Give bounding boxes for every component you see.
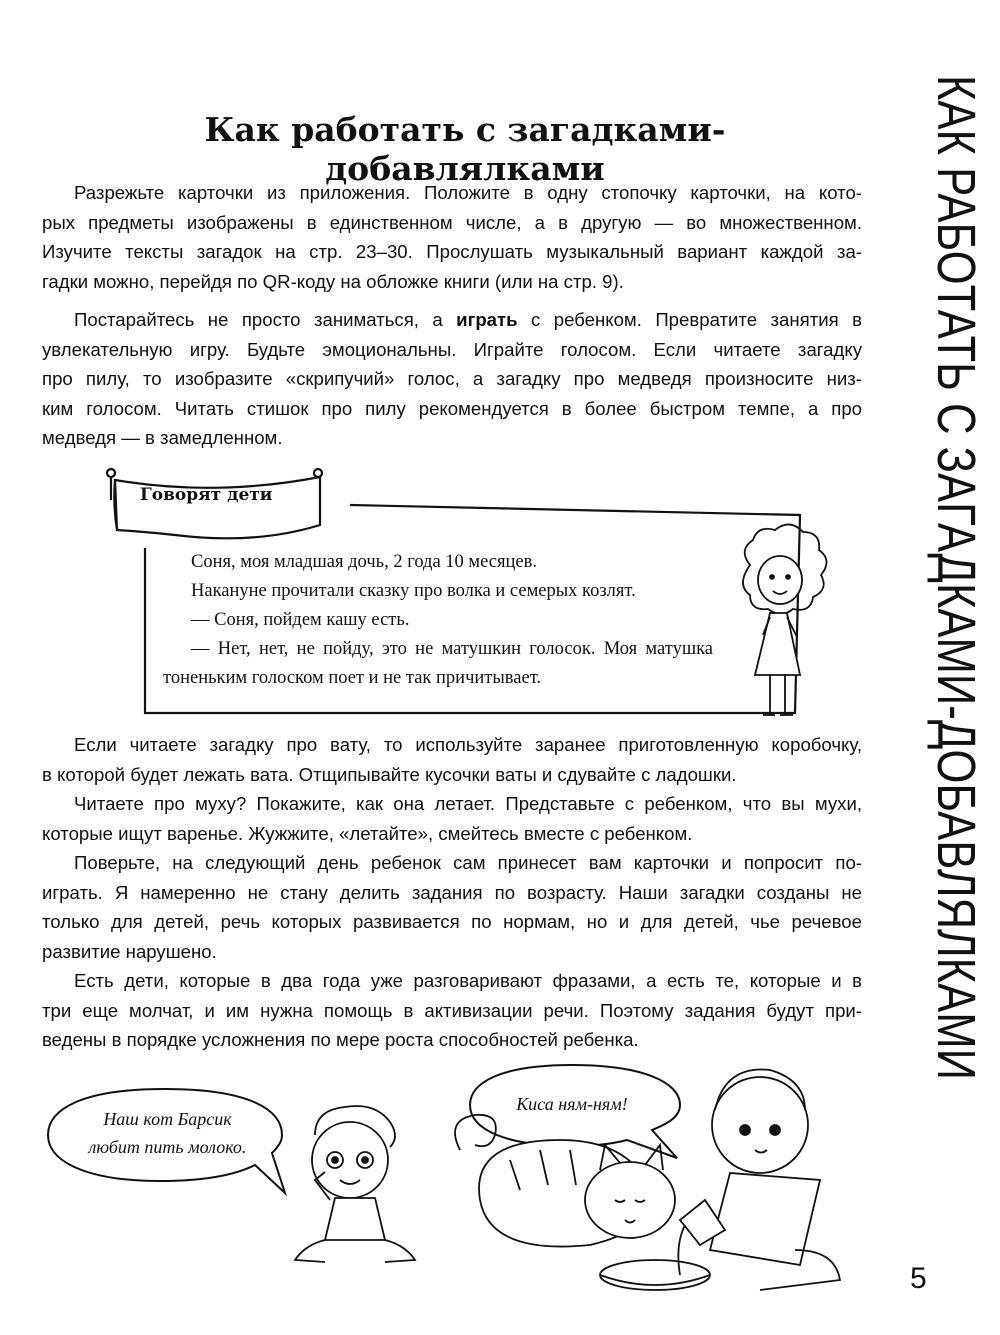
p3-line: Читаете про муху? Покажите, как она летает. Представьте с ребенком, что вы мухи,	[74, 793, 862, 814]
p3-line: играть. Я намеренно не стану делить задания по возрасту. Наши загадки созданы не	[42, 881, 862, 903]
p3-line: Если читаете загадку про вату, то используйте заранее приготовленную коробочку,	[74, 734, 862, 755]
page-number: 5	[910, 1262, 927, 1295]
card-label: Говорят дети	[140, 485, 273, 505]
p2-line	[42, 305, 862, 335]
card-line: Соня, моя младшая дочь, 2 года 10 месяцев.	[191, 552, 537, 572]
p1-line: Разрежьте карточки из приложения. Положите в одну стопочку карточки, на кото-	[74, 182, 862, 203]
p2-line: медведя — в замедленном.	[42, 427, 283, 448]
side-title-text: КАК РАБОТАТЬ С ЗАГАДКАМИ-ДОБАВЛЯЛКАМИ	[926, 75, 986, 1318]
p3-line: только для детей, речь которых развивается по нормам, но и для детей, чье речевое	[42, 911, 862, 932]
speech-bubble-1	[40, 1085, 290, 1195]
play-paragraph	[42, 305, 862, 453]
side-title-svg	[860, 75, 986, 1318]
p3-line: развитие нарушено.	[42, 940, 217, 962]
p2-line: про пилу, то изобразите «скрипучий» голос, а загадку про медведя произносите низ-	[42, 368, 862, 389]
card-quote	[163, 548, 713, 693]
p1-line: Изучите тексты загадок на стр. 23–30. Прослушать музыкальный вариант каждой за-	[42, 241, 862, 262]
p3-line: три еще молчат, и им нужна помощь в активизации речи. Поэтому задания будут при-	[42, 999, 862, 1021]
side-running-title	[860, 75, 986, 1318]
p2-text: Постарайтесь не просто заниматься, а	[74, 309, 457, 330]
girl-illustration	[725, 525, 835, 725]
p1-line: гадки можно, перейдя по QR-коду на обложке книги (или на стр. 9).	[42, 270, 624, 292]
bubble-text-2: Киса ням-ням!	[516, 1094, 628, 1114]
p2-text: с ребенком. Превратите занятия в	[517, 309, 862, 330]
p2-bold-word: играть	[456, 309, 518, 330]
card-line: Накануне прочитали сказку про волка и семерых козлят.	[191, 581, 636, 601]
p1-line: рых предметы изображены в единственном числе, а в другую — во множественном.	[42, 211, 862, 233]
boy-illustration	[285, 1100, 435, 1270]
cat-and-boy-illustration	[440, 1050, 860, 1295]
p2-line: увлекательную игру. Будьте эмоциональны. Играйте голосом. Если читаете загадку	[42, 338, 862, 360]
page-title: Как работать с загадками-добавлялками	[204, 110, 726, 188]
p3-line: ведены в порядке усложнения по мере роста способностей ребенка.	[42, 1029, 639, 1050]
children-say-card	[105, 455, 805, 720]
p2-line: ким голосом. Читать стишок про пилу рекомендуется в более быстром темпе, а про	[42, 397, 862, 419]
tips-paragraphs	[42, 730, 862, 1055]
intro-paragraph	[42, 178, 862, 296]
p3-line: в которой будет лежать вата. Отщипывайте кусочки ваты и сдувайте с ладошки.	[42, 763, 737, 785]
card-line: — Нет, нет, не пойду, это не матушкин голосок. Моя матушка тоненьким голоском поет и не так причитывает.	[163, 639, 713, 688]
bubble-line: Наш кот Барсик	[103, 1109, 232, 1129]
card-line: — Соня, пойдем кашу есть.	[191, 610, 410, 630]
bubble-line: любит пить молоко.	[88, 1137, 247, 1157]
p3-line: Поверьте, на следующий день ребенок сам принесет вам карточки и попросит по-	[74, 852, 862, 873]
p3-line: которые ищут варенье. Жужжите, «летайте», смейтесь вместе с ребенком.	[42, 822, 693, 844]
bubble-text-1	[60, 1105, 275, 1161]
p3-line: Есть дети, которые в два года уже разговаривают фразами, а есть те, которые и в	[74, 970, 862, 991]
